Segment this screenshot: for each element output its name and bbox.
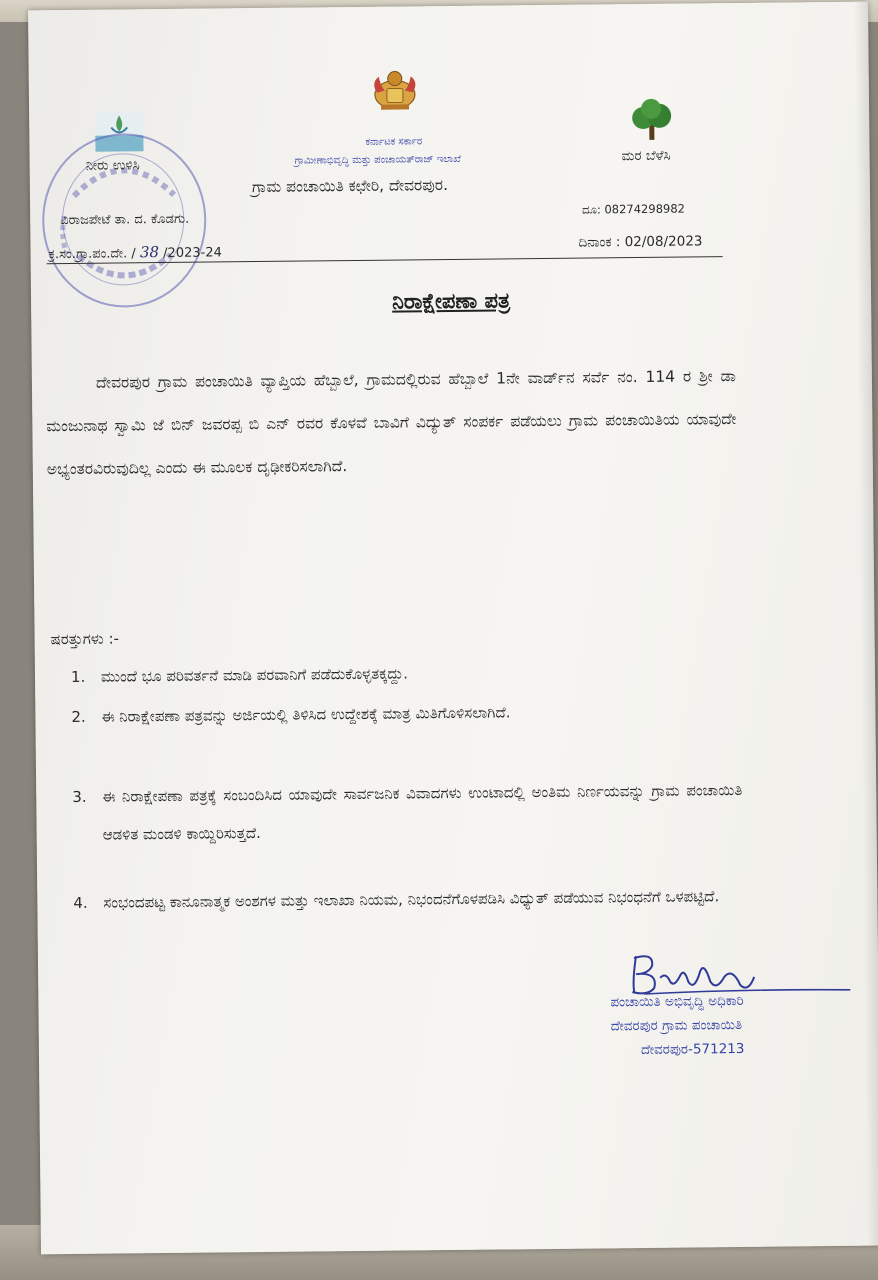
signatory-office: ದೇವರಪುರ ಗ್ರಾಮ ಪಂಚಾಯಿತಿ [610, 1016, 743, 1035]
office-name: ಗ್ರಾಮ ಪಂಚಾಯಿತಿ ಕಛೇರಿ, ದೇವರಪುರ. [251, 176, 449, 197]
signatory-address: ದೇವರಪುರ-571213 [640, 1040, 745, 1059]
tree-icon [625, 98, 679, 143]
condition-item: 1. ಮುಂದೆ ಭೂ ಪರಿವರ್ತನೆ ಮಾಡಿ ಪರವಾನಿಗೆ ಪಡೆದುಕೊಳ್ಳತಕ್ಕದ್ದು. [70, 664, 409, 686]
phone-number: ದೂ: 08274298982 [582, 201, 685, 217]
conditions-heading: ಷರತ್ತುಗಳು :- [50, 629, 120, 649]
department-label: ಗ್ರಾಮೀಣಾಭಿವೃದ್ಧಿ ಮತ್ತು ಪಂಚಾಯತ್‌ರಾಜ್ ಇಲಾಖೆ [294, 153, 461, 167]
taluk-district: ವಿರಾಜಪೇಟೆ ತಾ. ದ. ಕೊಡಗು. [60, 211, 190, 229]
signatory-designation: ಪಂಚಾಯಿತಿ ಅಭಿವೃದ್ಧಿ ಅಧಿಕಾರಿ [610, 992, 744, 1011]
karnataka-emblem-icon [367, 64, 424, 115]
document-title: ನಿರಾಕ್ಷೇಪಣಾ ಪತ್ರ [392, 288, 511, 314]
condition-item: 4. ಸಂಭಂದಪಟ್ಟ ಕಾನೂನಾತ್ಮಕ ಅಂಶಗಳ ಮತ್ತು ಇಲಾಖಾ ನಿಯಮ, ನಿಭಂದನೆಗೊಳಪಡಿಸಿ ವಿಧ್ಯುತ್ ಪಡೆಯುವ ನಿಭಂಧನೆಗೆ ಒಳಪಟ್ಟಿದೆ. [73, 887, 720, 912]
reference-number: ಕ್ರ.ಸಂ.ಗ್ರಾ.ಪಂ.ದೇ. / 38 /2023-24 [48, 243, 222, 263]
body-paragraph: ದೇವರಪುರ ಗ್ರಾಮ ಪಂಚಾಯಿತಿ ವ್ಯಾಪ್ತಿಯ ಹೆಬ್ಬಾಲೆ, ಗ್ರಾಮದಲ್ಲಿರುವ ಹೆಬ್ಬಾಲೆ 1ನೇ ವಾರ್ಡ್‌ನ ಸರ್ವೆ ನಂ. 114 ರ ಶ್ರೀ ಡಾ ಮಂಜುನಾಥ ಸ್ವಾಮಿ ಜೆ ಬಿನ್ ಜವರಪ್ಪ ಬಿ ಎನ್ ರವರ ಕೊಳವೆ ಬಾವಿಗೆ ವಿದ್ಯುತ್ ಸಂಪರ್ಕ ಪಡೆಯಲು ಗ್ರಾಮ ಪಂಚಾಯಿತಿಯ ಯಾವುದೇ ಅಭ್ಯಂತರವಿರುವುದಿಲ್ಲ ಎಂದು ಈ ಮೂಲಕ ದೃಢೀಕರಿಸಲಾಗಿದೆ. [46, 367, 737, 479]
left-slogan: ನೀರು ಉಳಿಸಿ [85, 157, 140, 174]
condition-item: 2. ಈ ನಿರಾಕ್ಷೇಪಣಾ ಪತ್ರವನ್ನು ಅರ್ಜಿಯಲ್ಲಿ ತಿಳಿಸಿದ ಉದ್ದೇಶಕ್ಕೆ ಮಾತ್ರ ಮಿತಿಗೊಳಿಸಲಾಗಿದೆ. [71, 703, 511, 726]
condition-item: 3. ಈ ನಿರಾಕ್ಷೇಪಣಾ ಪತ್ರಕ್ಕೆ ಸಂಬಂದಿಸಿದ ಯಾವುದೇ ಸಾರ್ವಜನಿಕ ವಿವಾದಗಳು ಉಂಟಾದಲ್ಲಿ ಅಂತಿಮ ನಿರ್ಣಯವನ್ನು ಗ್ರಾಮ ಪಂಚಾಯಿತಿ ಆಡಳಿತ ಮಂಡಳಿ ಕಾಯ್ದಿರಿಸುತ್ತದೆ. [72, 780, 743, 844]
issue-date: ದಿನಾಂಕ : 02/08/2023 [578, 233, 703, 251]
right-slogan: ಮರ ಬೆಳೆಸಿ [621, 147, 671, 165]
govt-of-karnataka-label: ಕರ್ನಾಟಕ ಸರ್ಕಾರ [365, 136, 423, 148]
signatory-block [610, 989, 744, 1062]
letter-sheet [28, 2, 878, 1255]
handwritten-ref-number: 38 [139, 243, 160, 262]
